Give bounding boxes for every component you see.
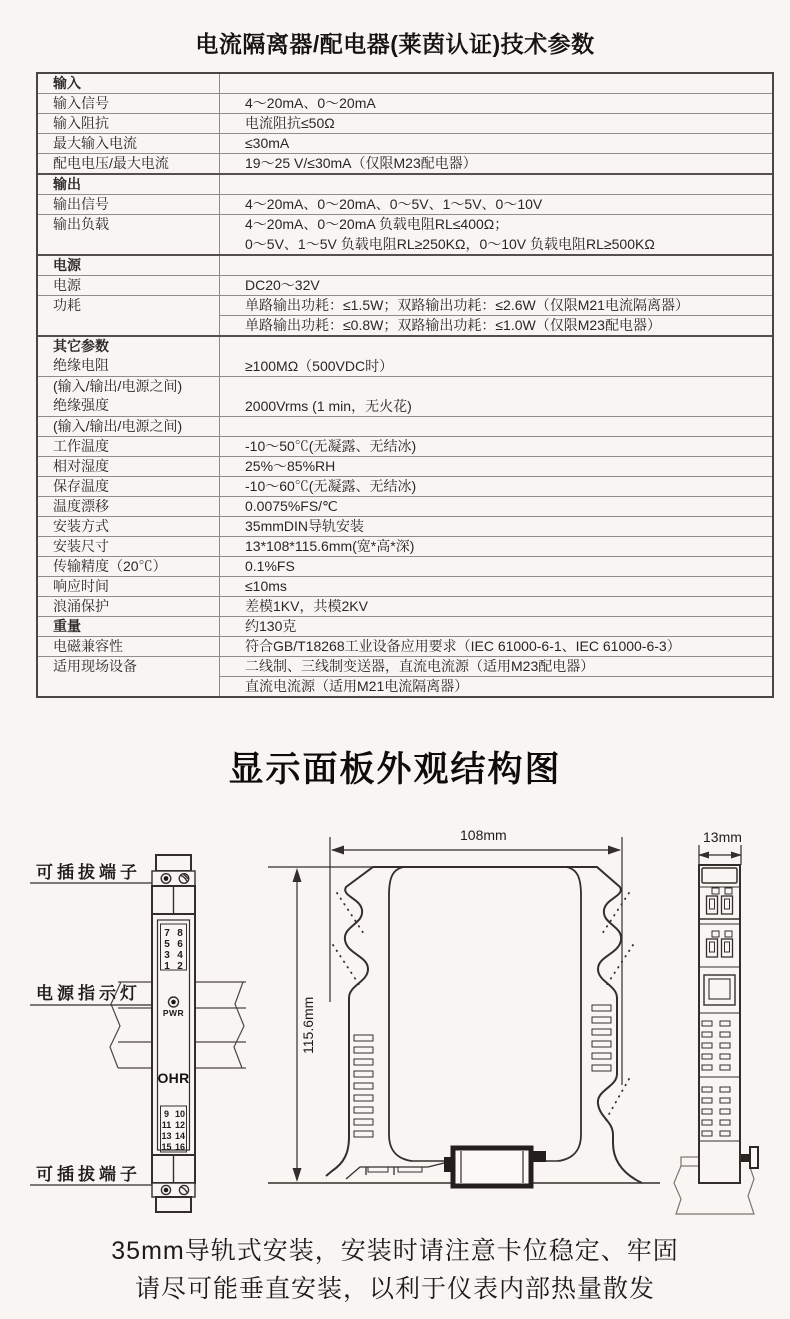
table-row <box>38 153 772 173</box>
spec-value: 4～20mA、0～20mA、0～5V、1～5V、0～10V <box>245 196 543 212</box>
table-row <box>38 476 772 496</box>
top-cap <box>156 855 191 871</box>
spec-value: 2000Vrms (1 min，无火花) <box>245 398 412 414</box>
table-row <box>38 214 772 254</box>
label-pluggable-terminal-top: 可插拔端子 <box>36 863 141 882</box>
terminal-number: 12 <box>174 1120 186 1130</box>
table-row <box>38 133 772 153</box>
dimension-height <box>268 867 373 1182</box>
main-body <box>152 914 195 1155</box>
spec-label-line: 绝缘强度 <box>53 397 109 413</box>
arrowhead-icon <box>331 846 344 855</box>
spec-value: -10～60℃(无凝露、无结冰) <box>245 478 417 494</box>
dimension-depth <box>698 829 742 865</box>
spec-label: 浪涌保护 <box>38 597 220 616</box>
spec-label: 温度漂移 <box>38 497 220 516</box>
terminal-number: 10 <box>174 1109 186 1119</box>
dim-115-6mm: 115.6mm <box>300 996 316 1054</box>
arrowhead-icon <box>698 852 709 859</box>
terminal-number: 9 <box>163 1109 170 1119</box>
spec-value: 约130克 <box>245 618 297 634</box>
spec-label: 输入阻抗 <box>38 114 220 133</box>
spec-label: 响应时间 <box>38 577 220 596</box>
pwr-label: PWR <box>162 1008 185 1018</box>
terminal-number: 13 <box>161 1131 172 1141</box>
clip-lock <box>444 1148 546 1186</box>
spec-label: 安装方式 <box>38 517 220 536</box>
spec-label-line: 绝缘电阻 <box>53 357 109 373</box>
spec-label: 配电电压/最大电流 <box>38 154 220 173</box>
spec-label: 传输精度（20℃） <box>38 557 220 576</box>
front-view <box>30 855 246 1212</box>
table-row <box>38 335 772 376</box>
spec-value <box>220 175 772 194</box>
spec-label: 输出信号 <box>38 195 220 214</box>
spec-label: 输入信号 <box>38 94 220 113</box>
table-row <box>38 376 772 416</box>
table-row <box>38 496 772 516</box>
table-row <box>38 436 772 456</box>
vent-slots-left <box>354 1035 373 1137</box>
spec-label-line: (输入/输出/电源之间) <box>53 378 183 394</box>
table-row <box>38 556 772 576</box>
spec-value: -10～50℃(无凝露、无结冰) <box>245 438 417 454</box>
inner-wall-left <box>389 867 412 1161</box>
spec-label: 功耗 <box>38 296 220 335</box>
terminal-number: 14 <box>174 1131 186 1141</box>
spec-label: 输出负载 <box>38 215 220 254</box>
table-row <box>38 113 772 133</box>
dotted-accents <box>333 893 633 1123</box>
spec-value-line: 单路输出功耗：≤0.8W；双路输出功耗：≤1.0W（仅限M23配电器） <box>220 315 772 335</box>
spec-value-line: 二线制、三线制变送器，直流电流源（适用M23配电器） <box>245 658 595 674</box>
table-row <box>38 254 772 275</box>
spec-label <box>38 377 220 416</box>
terminal-number: 8 <box>177 928 183 939</box>
dimension-width <box>330 827 622 1085</box>
spec-value: 符合GB/T18268工业设备应用要求（IEC 61000-6-1、IEC 61000-6-3） <box>245 638 681 654</box>
table-row <box>38 536 772 556</box>
spec-label: 安装尺寸 <box>38 537 220 556</box>
table-row <box>38 516 772 536</box>
label-power-indicator: 电源指示灯 <box>36 984 141 1003</box>
table-row <box>38 656 772 696</box>
spec-label: 输出 <box>38 175 220 194</box>
spec-value-line: 直流电流源（适用M21电流隔离器） <box>220 676 772 696</box>
terminal-number: 3 <box>164 950 170 961</box>
rail-clip <box>346 1161 452 1179</box>
terminal-number: 15 <box>161 1142 172 1152</box>
section-title: 显示面板外观结构图 <box>228 750 562 789</box>
spec-value-line: 单路输出功耗：≤1.5W；双路输出功耗：≤2.6W（仅限M21电流隔离器） <box>245 297 689 313</box>
spec-label: 重量 <box>38 617 220 636</box>
spec-label <box>38 337 220 376</box>
install-note-line1: 35mm导轨式安装，安装时请注意卡位稳定、牢固 <box>111 1237 679 1265</box>
spec-value <box>220 296 772 335</box>
table-row <box>38 596 772 616</box>
spec-value: ≤10ms <box>245 578 287 594</box>
spec-value <box>220 417 772 436</box>
spec-label: (输入/输出/电源之间) <box>38 417 220 436</box>
spec-label: 输入 <box>38 74 220 93</box>
spec-value: 电流阻抗≤50Ω <box>245 115 335 131</box>
arrowhead-icon <box>293 1168 302 1182</box>
spec-value <box>220 215 772 254</box>
table-row <box>38 576 772 596</box>
terminal-number: 1 <box>164 961 170 972</box>
spec-label: 电磁兼容性 <box>38 637 220 656</box>
table-row <box>38 616 772 636</box>
vent-slots-right <box>592 1005 611 1071</box>
table-row <box>38 74 772 93</box>
terminal-number: 5 <box>164 939 170 950</box>
clip-latch-end <box>750 1147 758 1168</box>
dim-108mm: 108mm <box>460 827 507 843</box>
label-pluggable-terminal-bottom: 可插拔端子 <box>36 1165 141 1184</box>
spec-label: 工作温度 <box>38 437 220 456</box>
spec-label: 电源 <box>38 256 220 275</box>
arrowhead-icon <box>731 852 742 859</box>
terminal-number: 7 <box>164 928 170 939</box>
spec-table <box>36 72 774 698</box>
terminal-number: 2 <box>177 961 183 972</box>
spec-value <box>220 256 772 275</box>
spec-value: 0.1%FS <box>245 558 295 574</box>
table-row <box>38 295 772 335</box>
inner-wall-right <box>558 867 581 1161</box>
spec-value: 4～20mA、0～20mA <box>245 95 376 111</box>
power-led-icon <box>171 1000 176 1005</box>
table-row <box>38 416 772 436</box>
spec-label: 电源 <box>38 276 220 295</box>
spec-label-line: 其它参数 <box>53 338 109 354</box>
spec-value <box>220 657 772 696</box>
spec-value: DC20～32V <box>245 277 320 293</box>
spec-label: 最大输入电流 <box>38 134 220 153</box>
page-title: 电流隔离器/配电器(莱茵认证)技术参数 <box>195 31 595 57</box>
structure-diagram <box>0 795 790 1225</box>
dim-13mm: 13mm <box>703 829 742 845</box>
spec-value: ≥100MΩ（500VDC时） <box>245 358 394 374</box>
arrowhead-icon <box>608 846 621 855</box>
top-view <box>268 827 660 1186</box>
side-view <box>674 829 758 1214</box>
table-row <box>38 275 772 295</box>
spec-value: 差模1KV，共模2KV <box>245 598 368 614</box>
spec-value: 13*108*115.6mm(宽*高*深) <box>245 538 415 554</box>
spec-value: 25%～85%RH <box>245 458 336 474</box>
terminal-number: 16 <box>174 1142 186 1152</box>
install-note <box>0 1232 790 1308</box>
spec-label: 适用现场设备 <box>38 657 220 696</box>
brand-logo: OHR <box>157 1070 190 1086</box>
spec-value-line: 0～5V、1～5V 负载电阻RL≥250KΩ，0～10V 负载电阻RL≥500KΩ <box>245 235 655 252</box>
screw-icon <box>164 1188 169 1193</box>
terminal-number: 6 <box>177 939 183 950</box>
spec-value: ≤30mA <box>245 135 290 151</box>
spec-value <box>220 74 772 93</box>
terminal-number: 4 <box>177 950 183 961</box>
spec-value-line: 4～20mA、0～20mA 负载电阻RL≤400Ω； <box>245 216 509 232</box>
table-row <box>38 636 772 656</box>
table-row <box>38 173 772 194</box>
arrowhead-icon <box>293 868 302 882</box>
screw-icon <box>164 876 169 881</box>
table-row <box>38 194 772 214</box>
spec-label: 保存温度 <box>38 477 220 496</box>
spec-value: 0.0075%FS/℃ <box>245 498 338 514</box>
spec-value: 35mmDIN导轨安装 <box>245 518 365 534</box>
terminal-number: 11 <box>161 1120 172 1130</box>
bottom-cap <box>156 1197 191 1212</box>
spec-label: 相对湿度 <box>38 457 220 476</box>
table-row <box>38 456 772 476</box>
install-note-line2: 请尽可能垂直安装，以利于仪表内部热量散发 <box>134 1275 655 1303</box>
spec-value: 19～25 V/≤30mA（仅限M23配电器） <box>245 155 477 171</box>
table-row <box>38 93 772 113</box>
